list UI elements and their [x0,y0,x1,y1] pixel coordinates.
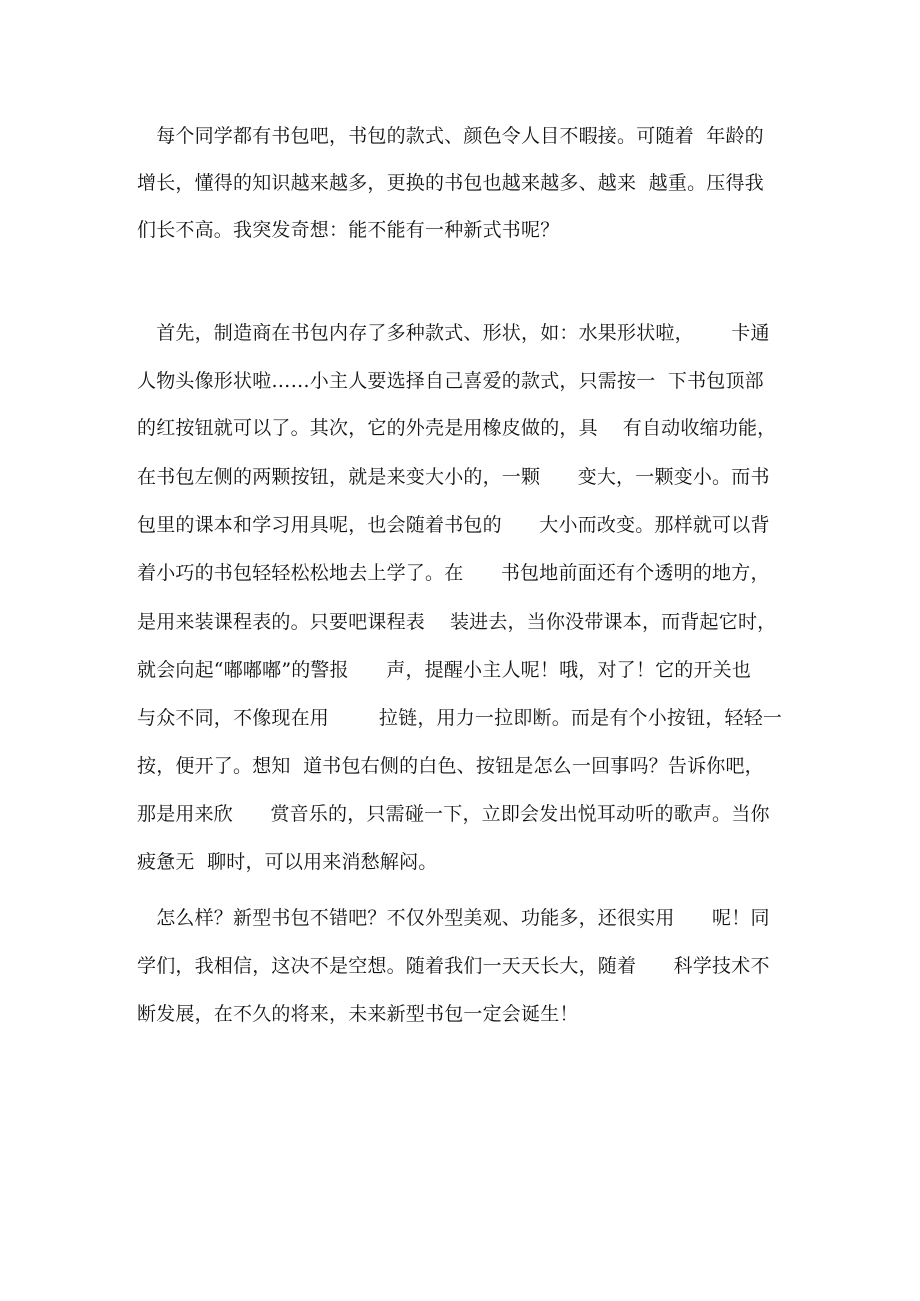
paragraph-line: 那是用来欣 赏音乐的，只需碰一下，立即会发出悦耳动听的歌声。当你 [137,803,770,825]
paragraph-line: 的红按钮就可以了。其次，它的外壳是用橡皮做的，具 有自动收缩功能， [137,417,777,439]
paragraph-line: 在书包左侧的两颗按钮，就是来变大小的，一颗 变大，一颗变小。而书 [137,466,770,488]
paragraph-line: 断发展，在不久的将来，未来新型书包一定会诞生！ [137,1003,579,1025]
paragraph-line: 是用来装课程表的。只要吧课程表 装进去，当你没带课本，而背起它时， [137,611,777,633]
paragraph-line: 疲惫无 聊时，可以用来消愁解闷。 [137,851,438,873]
paragraph-line: 们长不高。我突发奇想：能不能有一种新式书呢？ [137,219,560,241]
paragraph-line: 着小巧的书包轻轻松松地去上学了。在 书包地前面还有个透明的地方， [137,562,770,584]
paragraph-line: 人物头像形状啦……小主人要选择自己喜爱的款式，只需按一 下书包顶部 [137,370,764,392]
paragraph-line: 每个同学都有书包吧，书包的款式、颜色令人目不暇接。可随着 年龄的 [137,125,764,147]
paragraph-line: 与众不同，不像现在用 拉链，用力一拉即断。而是有个小按钮，轻轻一 [137,707,783,729]
paragraph-line: 包里的课本和学习用具呢，也会随着书包的 大小而改变。那样就可以背 [137,514,770,536]
paragraph-line: 怎么样？新型书包不错吧？不仅外型美观、功能多，还很实用 呢！同 [137,907,770,929]
paragraph-line: 首先，制造商在书包内存了多种款式、形状，如：水果形状啦， 卡通 [137,322,770,344]
paragraph-line: 就会向起“嘟嘟嘟”的警报 声，提醒小主人呢！哦，对了！它的开关也 [137,659,752,681]
paragraph-line: 学们，我相信，这决不是空想。随着我们一天天长大，随着 科学技术不 [137,955,770,977]
paragraph-line: 增长，懂得的知识越来越多，更换的书包也越来越多、越来 越重。压得我 [137,172,764,194]
paragraph-line: 按，便开了。想知 道书包右侧的白色、按钮是怎么一回事吗？告诉你吧， [137,755,764,777]
